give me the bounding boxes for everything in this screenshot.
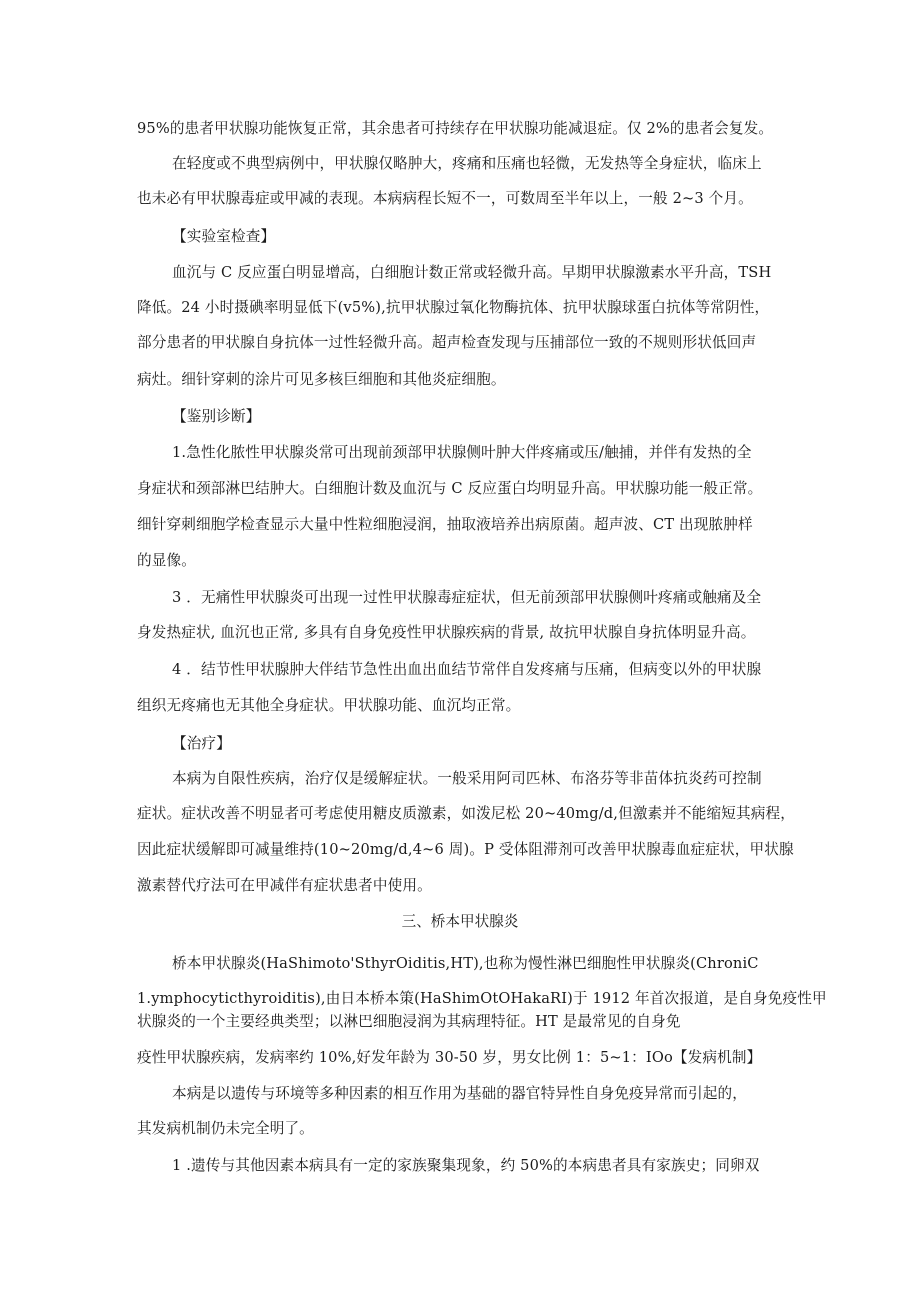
paragraph-line: 1 .遗传与其他因素本病具有一定的家族聚集现象，约 50%的本病患者具有家族史；同卵双 (172, 1157, 760, 1174)
paragraph-line: 病灶。细针穿刺的涂片可见多核巨细胞和其他炎症细胞。 (137, 371, 506, 388)
paragraph-line: 身症状和颈部淋巴结肿大。白细胞计数及血沉与 C 反应蛋白均明显升高。甲状腺功能一般正常。 (137, 480, 763, 497)
paragraph-line: 桥本甲状腺炎(HaShimoto'SthyrOiditis,HT),也称为慢性淋巴细胞性甲状腺炎(ChroniC (172, 955, 759, 972)
paragraph-line: 降低。24 小时摄碘率明显低下(v5%),抗甲状腺过氧化物酶抗体、抗甲状腺球蛋白抗体等常阴性， (137, 299, 770, 316)
section-heading-treatment: 【治疗】 (172, 735, 231, 752)
paragraph-line: 组织无疼痛也无其他全身症状。甲状腺功能、血沉均正常。 (137, 697, 521, 714)
paragraph-line: 1.急性化脓性甲状腺炎常可出现前颈部甲状腺侧叶肿大伴疼痛或压/触捕，并伴有发热的全 (172, 444, 752, 461)
section-heading-differential: 【鉴别诊断】 (172, 408, 261, 425)
paragraph-line: 疫性甲状腺疾病，发病率约 10%,好发年龄为 30-50 岁，男女比例 1：5~1：IOo【发病机制】 (137, 1049, 762, 1066)
paragraph-line: 状腺炎的一个主要经典类型；以淋巴细胞浸润为其病理特征。HT 是最常见的自身免 (137, 1013, 681, 1030)
paragraph-line: 3 ．无痛性甲状腺炎可出现一过性甲状腺毒症症状，但无前颈部甲状腺侧叶疼痛或触痛及全 (172, 589, 762, 606)
paragraph-line: 细针穿刺细胞学检查显示大量中性粒细胞浸润，抽取液培养出病原菌。超声波、CT 出现脓肿样 (137, 516, 753, 533)
paragraph-line: 也未必有甲状腺毒症或甲减的表现。本病病程长短不一，可数周至半年以上，一般 2~3 个月。 (137, 190, 753, 207)
section-heading-lab-exam: 【实验室检查】 (172, 228, 276, 245)
paragraph-line: 在轻度或不典型病例中，甲状腺仅略肿大，疼痛和压痛也轻微，无发热等全身症状，临床上 (172, 155, 762, 172)
paragraph-line: 的显像。 (137, 552, 196, 569)
paragraph-line: 其发病机制仍未完全明了。 (137, 1120, 314, 1137)
paragraph-line: 本病为自限性疾病，治疗仅是缓解症状。一般采用阿司匹林、布洛芬等非苗体抗炎药可控制 (172, 770, 762, 787)
chapter-title: 三、桥本甲状腺炎 (401, 913, 519, 930)
paragraph-line: 身发热症状, 血沉也正常, 多具有自身免疫性甲状腺疾病的背景, 故抗甲状腺自身抗体明显升高。 (137, 624, 756, 641)
paragraph-line: 激素替代疗法可在甲减伴有症状患者中使用。 (137, 877, 432, 894)
paragraph-line: 部分患者的甲状腺自身抗体一过性轻微升高。超声检查发现与压捕部位一致的不规则形状低回声 (137, 334, 757, 351)
paragraph-line: 血沉与 C 反应蛋白明显增高，白细胞计数正常或轻微升高。早期甲状腺激素水平升高，TSH (172, 264, 772, 281)
paragraph-line: 症状。症状改善不明显者可考虑使用糖皮质激素，如泼尼松 20~40mg/d,但激素并不能缩短其病程， (137, 805, 796, 822)
paragraph-line: 4 ．结节性甲状腺肿大伴结节急性出血出血结节常伴自发疼痛与压痛，但病变以外的甲状腺 (172, 661, 762, 678)
paragraph-line: 本病是以遗传与环境等多种因素的相互作用为基础的器官特异性自身免疫异常而引起的， (172, 1085, 748, 1102)
paragraph-line: 1.ymphocyticthyroiditis),由日本桥本策(HaShimOtOHakaRI)于 1912 年首次报道，是自身免疫性甲 (137, 990, 827, 1007)
paragraph-line: 因此症状缓解即可减量维持(10~20mg/d,4~6 周)。P 受体阻滞剂可改善甲状腺毒血症症状，甲状腺 (137, 841, 794, 858)
paragraph-line: 95%的患者甲状腺功能恢复正常，其余患者可持续存在甲状腺功能减退症。仅 2%的患者会复发。 (137, 120, 774, 137)
